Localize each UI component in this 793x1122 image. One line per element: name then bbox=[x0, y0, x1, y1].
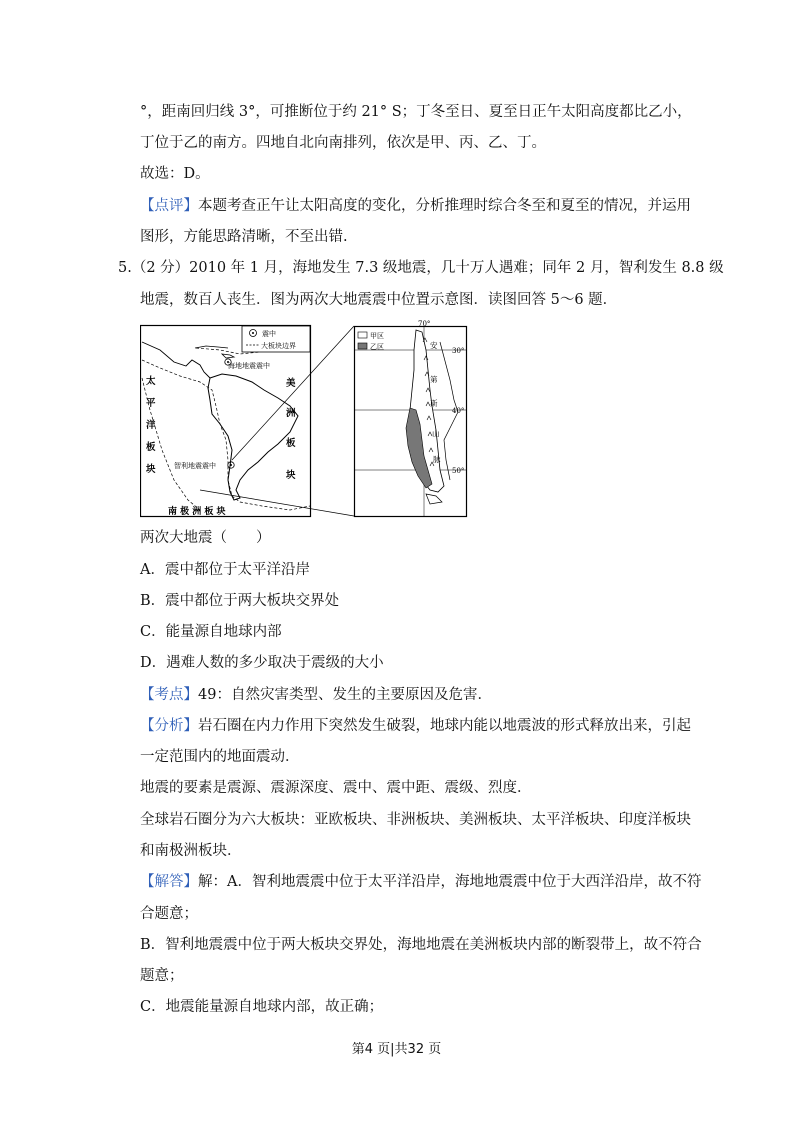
legend-boundary-label: 大板块边界 bbox=[261, 342, 296, 350]
svg-text:洋: 洋 bbox=[146, 420, 156, 431]
svg-text:板: 板 bbox=[146, 442, 156, 453]
fenxi-line-2: 一定范围内的地面震动． bbox=[140, 749, 300, 765]
prev-answer: 故选：D。 bbox=[140, 166, 210, 182]
kaodian-line bbox=[140, 685, 492, 705]
prev-text-line-2: 丁位于乙的南方。四地自北向南排列，依次是甲、丙、乙、丁。 bbox=[140, 135, 546, 151]
prev-comment-line-1 bbox=[140, 196, 691, 216]
svg-text:块: 块 bbox=[286, 470, 296, 481]
legend-epicenter-label: 震中 bbox=[262, 330, 276, 338]
svg-text:美: 美 bbox=[286, 378, 296, 389]
svg-text:板: 板 bbox=[286, 438, 296, 449]
svg-text:山: 山 bbox=[432, 429, 440, 438]
option-a: A．震中都位于太平洋沿岸 bbox=[140, 562, 310, 578]
svg-text:脉: 脉 bbox=[433, 455, 441, 464]
svg-text:斯: 斯 bbox=[430, 399, 438, 408]
fenxi-line-5: 和南极洲板块． bbox=[140, 843, 242, 859]
fenxi-line-3: 地震的要素是震源、震源深度、震中、震中距、震级、烈度． bbox=[140, 780, 532, 796]
chile-epicenter-label: 智利地震震中 bbox=[174, 462, 216, 470]
q5-stem-line-2: 地震，数百人丧生．图为两次大地震震中位置示意图．读图回答 5～6 题． bbox=[140, 292, 618, 308]
jieda-tag: 【解答】 bbox=[140, 874, 198, 890]
zone-b-label: 乙区 bbox=[370, 343, 384, 351]
lon-70-label: 70° bbox=[418, 320, 431, 328]
q5-stem-line-1: 5.（2 分）2010 年 1 月，海地发生 7.3 级地震，几十万人遇难；同年 2 月，智利发生 8.8 级 bbox=[118, 260, 724, 276]
svg-text:第: 第 bbox=[430, 375, 438, 384]
kaodian-tag: 【考点】 bbox=[140, 687, 198, 703]
svg-text:平: 平 bbox=[146, 398, 156, 409]
antarctic-plate-label: 南 极 洲 板 块 bbox=[168, 507, 226, 517]
zone-a-label: 甲区 bbox=[370, 332, 384, 340]
svg-text:块: 块 bbox=[146, 464, 156, 475]
svg-text:洲: 洲 bbox=[286, 408, 296, 419]
lat-40-label: 40° bbox=[452, 407, 465, 415]
jieda-line-3: B．智利地震震中位于两大板块交界处，海地地震在美洲板块内部的断裂带上，故不符合 bbox=[140, 937, 702, 953]
prev-comment-line-2: 图形，方能思路清晰，不至出错. bbox=[140, 229, 348, 245]
zone-b-swatch bbox=[358, 343, 367, 349]
jieda-line-5: C．地震能量源自地球内部，故正确； bbox=[140, 999, 384, 1015]
comment-text: 本题考查正午让太阳高度的变化，分析推理时综合冬至和夏至的情况，并运用 bbox=[198, 198, 691, 214]
lat-50-label: 50° bbox=[452, 467, 465, 475]
option-b: B．震中都位于两大板块交界处 bbox=[140, 593, 340, 609]
fenxi-line-1 bbox=[140, 716, 691, 736]
prev-text-line-1: °，距南回归线 3°，可推断位于约 21° S；丁冬至日、夏至日正午太阳高度都比乙小， bbox=[140, 104, 692, 120]
earthquake-map-figure bbox=[140, 320, 470, 520]
option-d: D．遇难人数的多少取决于震级的大小 bbox=[140, 655, 384, 671]
jieda-line-2: 合题意； bbox=[140, 906, 198, 922]
fenxi-tag: 【分析】 bbox=[140, 718, 198, 734]
q5-question: 两次大地震（ ） bbox=[140, 530, 271, 546]
jieda-text-1: 解：A．智利地震震中位于太平洋沿岸，海地地震震中位于大西洋沿岸，故不符 bbox=[198, 874, 702, 890]
jieda-line-4: 题意； bbox=[140, 968, 184, 984]
fenxi-line-4: 全球岩石圈分为六大板块：亚欧板块、非洲板块、美洲板块、太平洋板块、印度洋板块 bbox=[140, 812, 691, 828]
haiti-epicenter-label: 海地地震震中 bbox=[228, 362, 270, 370]
option-c: C．能量源自地球内部 bbox=[140, 624, 282, 640]
svg-text:太: 太 bbox=[146, 376, 156, 387]
zone-a-swatch bbox=[358, 332, 367, 338]
fenxi-text-1: 岩石圈在内力作用下突然发生破裂，地球内能以地震波的形式释放出来，引起 bbox=[198, 718, 691, 734]
kaodian-text: 49：自然灾害类型、发生的主要原因及危害． bbox=[198, 687, 492, 703]
svg-text:安: 安 bbox=[430, 341, 438, 350]
page-footer: 第4 页|共32 页 bbox=[351, 1042, 442, 1057]
comment-tag: 【点评】 bbox=[140, 198, 198, 214]
jieda-line-1 bbox=[140, 872, 701, 892]
lat-30-label: 30° bbox=[452, 347, 465, 355]
